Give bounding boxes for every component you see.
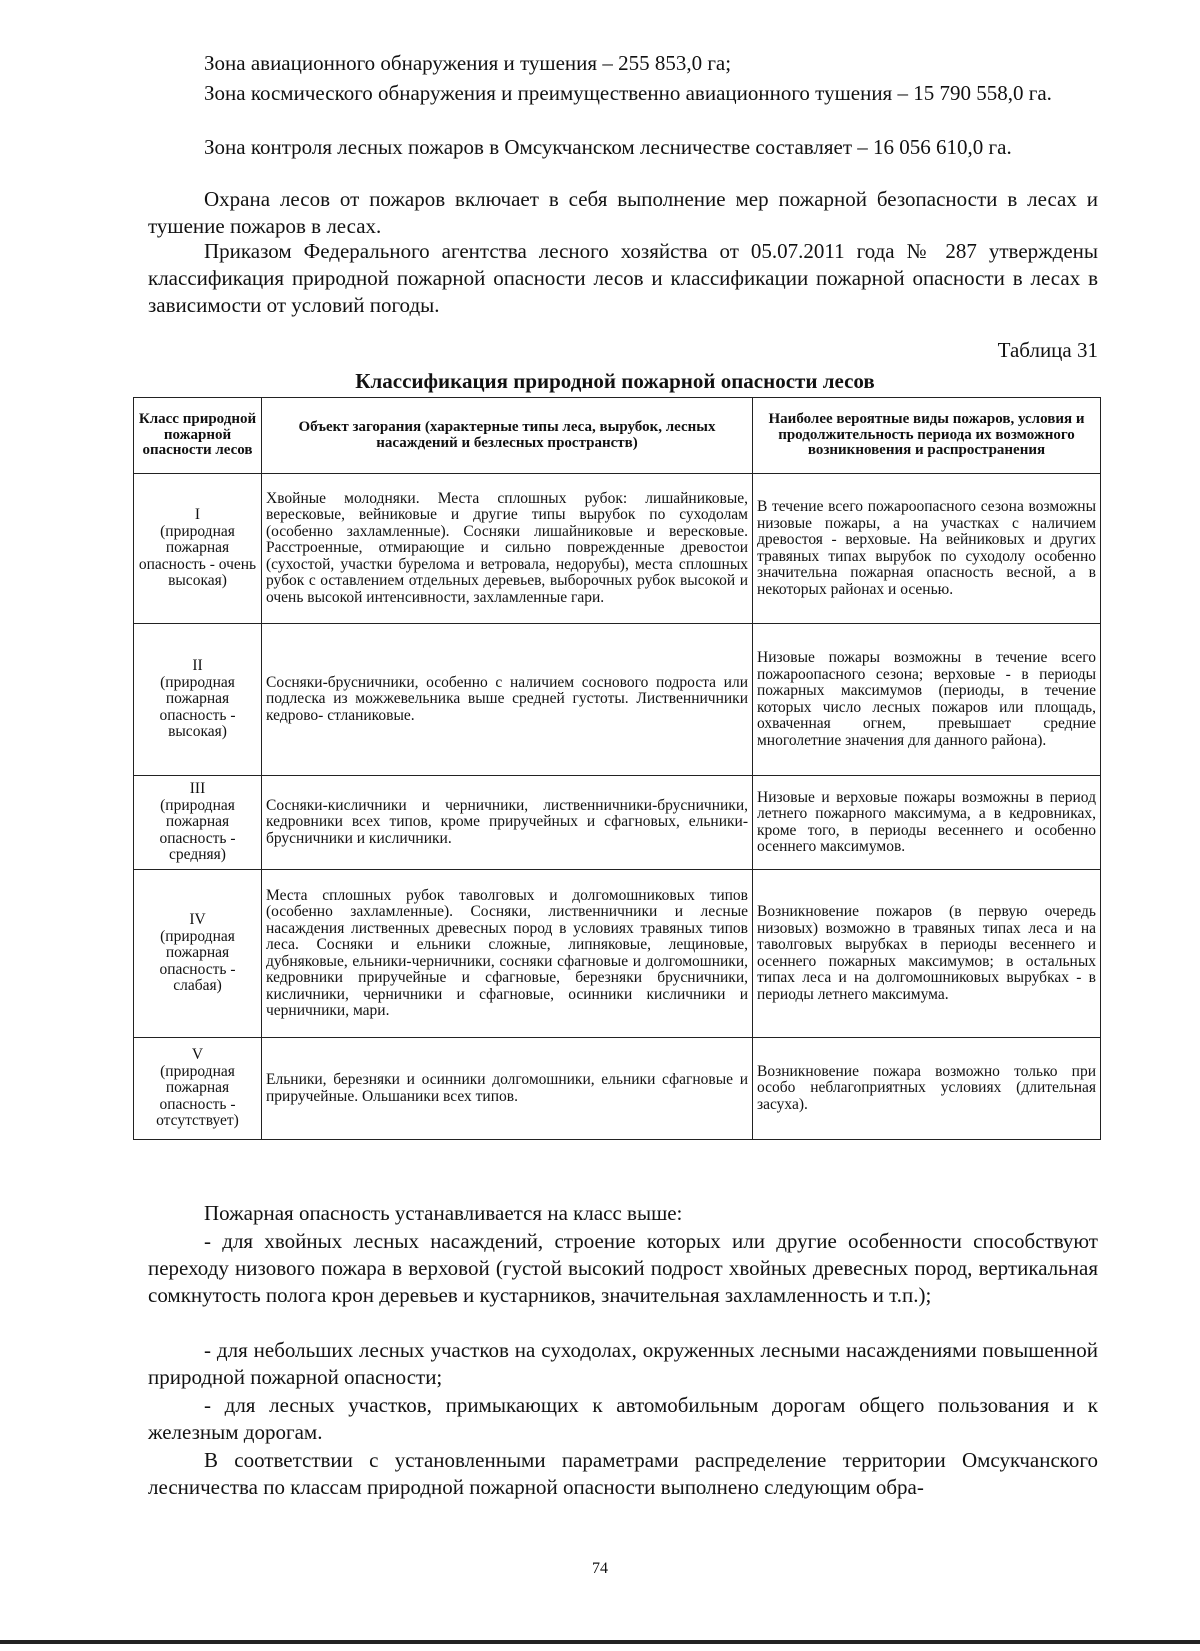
intro-paragraph-2: Зона космического обнаружения и преимущественно авиационного тушения – 15 790 558,0 га. <box>204 81 1052 105</box>
class-description: (природная пожарная опасность - высокая) <box>159 673 236 741</box>
table-number: Таблица 31 <box>997 338 1098 362</box>
object-cell: Сосняки-брусничники, особенно с наличием соснового подроста или подлеска из можжевельника выше средней густоты. Лиственничники кедрово- стланиковые. <box>262 624 753 776</box>
object-cell: Ельники, березняки и осинники долгомошники, ельники сфагновые и приручейные. Ольшаники всех типов. <box>262 1038 753 1140</box>
fires-cell: Возникновение пожара возможно только при особо неблагоприятных условиях (длительная засуха). <box>753 1038 1101 1140</box>
class-description: (природная пожарная опасность - очень высокая) <box>138 522 257 590</box>
class-cell <box>134 1038 262 1140</box>
after-paragraph-2: - для хвойных лесных насаждений, строение которых или другие особенности способствуют переходу низового пожара в верховой (густой высокий подрост хвойных древесных пород, вертикальная сомкнутость полога крон деревьев и кустарников, значительная захламленность и т.п.); <box>148 1229 1098 1307</box>
table-row <box>134 1038 1101 1140</box>
class-numeral: IV <box>189 911 206 929</box>
table-row <box>134 870 1101 1038</box>
object-cell: Места сплошных рубок таволговых и долгомошниковых типов (особенно захламленные). Сосняки, лиственничники и лесные насаждения лиственных древесных пород в условиях травяных типов леса. Сосняки и ельники сложные, липняковые, лещиновые, дубняковые, ельники-черничники, сосняки сфагновые и долгомошники, кедровники приручейные и сфагновые, березняки брусничники, кисличники, черничники и сфагновые, осинники кисличники и черничники, мари. <box>262 870 753 1038</box>
class-cell <box>134 474 262 624</box>
class-numeral: I <box>194 506 201 524</box>
bottom-rule <box>0 1640 1200 1644</box>
page-number: 74 <box>592 1560 608 1577</box>
header-class: Класс природной пожарной опасности лесов <box>134 398 262 474</box>
class-cell <box>134 776 262 870</box>
object-cell: Хвойные молодняки. Места сплошных рубок: лишайниковые, вересковые, вейниковые и другие типы вырубок по суходолам (особенно захламленные). Сосняки лишайниковые и вересковые. Расстроенные, отмирающие и сильно поврежденные древостои (сухостой, участки бурелома и ветровала, недорубы), места сплошных рубок с оставлением отдельных деревьев, выборочных рубок высокой и очень высокой интенсивности, захламленные гари. <box>262 474 753 624</box>
after-paragraph-3: - для небольших лесных участков на суходолах, окруженных лесными насаждениями повышенной природной пожарной опасности; <box>148 1338 1098 1389</box>
fires-cell: Низовые пожары возможны в течение всего пожароопасного сезона; верховые - в периоды пожарных максимумов (периоды, в течение которых число лесных пожаров или площадь, охваченная огнем, превышает средние многолетние значения для данного района). <box>753 624 1101 776</box>
class-cell <box>134 624 262 776</box>
after-paragraph-1: Пожарная опасность устанавливается на класс выше: <box>204 1201 683 1225</box>
intro-paragraph-1: Зона авиационного обнаружения и тушения – 255 853,0 га; <box>204 51 732 75</box>
class-description: (природная пожарная опасность - слабая) <box>159 927 236 995</box>
class-numeral: III <box>189 780 206 798</box>
fires-cell: Низовые и верховые пожары возможны в период летнего пожарного максимума, а в кедровниках, кроме того, в периоды весеннего и особенно осеннего максимумов. <box>753 776 1101 870</box>
fires-cell: Возникновение пожаров (в первую очередь низовых) возможно в травяных типах леса и на таволговых вырубках в периоды весеннего и осеннего пожарных максимумов; в остальных типах леса и на долгомошниковых вырубках - в периоды летнего максимума. <box>753 870 1101 1038</box>
class-numeral: II <box>192 657 203 675</box>
after-paragraph-4: - для лесных участков, примыкающих к автомобильным дорогам общего пользования и к железным дорогам. <box>148 1393 1098 1444</box>
intro-paragraph-4: Охрана лесов от пожаров включает в себя выполнение мер пожарной безопасности в лесах и тушение пожаров в лесах. <box>148 187 1098 238</box>
fire-danger-table <box>133 397 1101 1140</box>
class-description: (природная пожарная опасность - отсутствует) <box>156 1062 239 1130</box>
header-fires: Наиболее вероятные виды пожаров, условия и продолжительность периода их возможного возникновения и распространения <box>753 398 1101 474</box>
class-description: (природная пожарная опасность - средняя) <box>159 796 236 864</box>
header-object: Объект загорания (характерные типы леса, вырубок, лесных насаждений и безлесных пространств) <box>262 398 753 474</box>
fires-cell: В течение всего пожароопасного сезона возможны низовые пожары, а на участках с наличием древостоя - верховые. На вейниковых и других травяных типах вырубок по суходолу особенно значительна пожарная опасность весной, а в некоторых районах и осенью. <box>753 474 1101 624</box>
table-title: Классификация природной пожарной опасности лесов <box>355 369 875 393</box>
table-row <box>134 474 1101 624</box>
table-header-row <box>134 398 1101 474</box>
class-numeral: V <box>191 1046 204 1064</box>
intro-paragraph-3: Зона контроля лесных пожаров в Омсукчанском лесничестве составляет – 16 056 610,0 га. <box>204 135 1012 159</box>
table-row <box>134 776 1101 870</box>
intro-paragraph-5: Приказом Федерального агентства лесного хозяйства от 05.07.2011 года № 287 утверждены классификация природной пожарной опасности лесов и классификации пожарной опасности в лесах в зависимости от условий погоды. <box>148 239 1098 317</box>
object-cell: Сосняки-кисличники и черничники, лиственничники-брусничники, кедровники всех типов, кроме приручейных и сфагновых, ельники- брусничники и кисличники. <box>262 776 753 870</box>
class-cell <box>134 870 262 1038</box>
table-row <box>134 624 1101 776</box>
after-paragraph-5: В соответствии с установленными параметрами распределение территории Омсукчанского лесничества по классам природной пожарной опасности выполнено следующим обра- <box>148 1448 1098 1499</box>
